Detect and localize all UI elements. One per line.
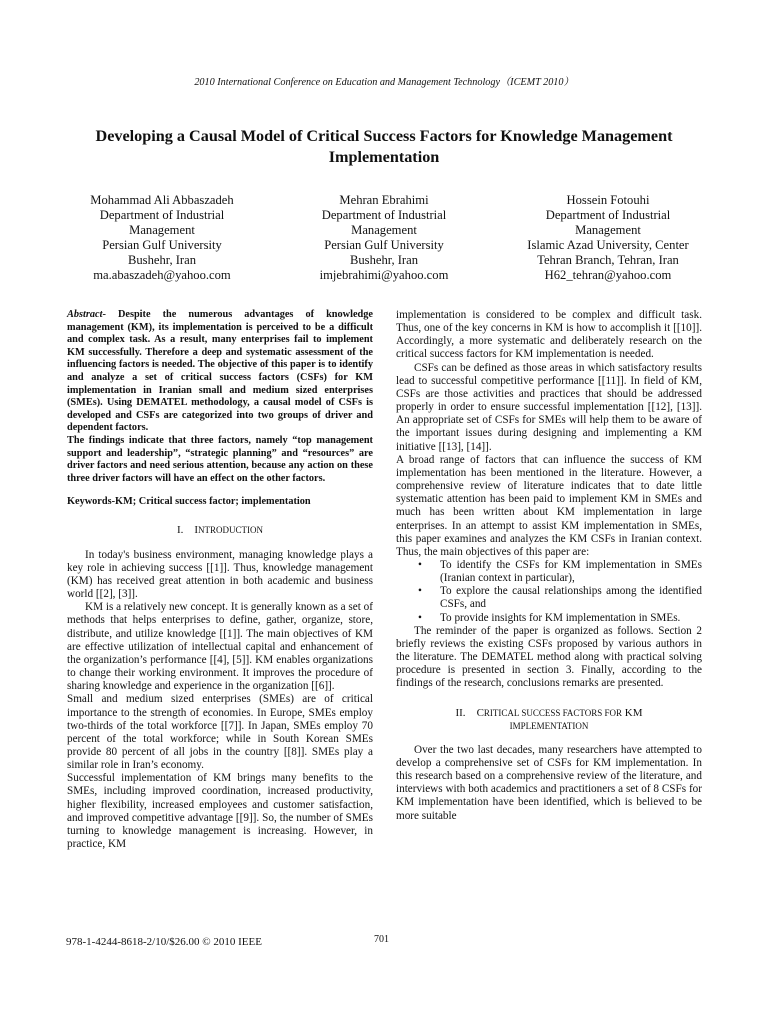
right-column [396, 309, 702, 823]
author-2-location: Bushehr, Iran [349, 253, 419, 267]
author-block-2 [284, 193, 484, 283]
left-column [67, 309, 373, 851]
body-paragraph: KM is a relatively new concept. It is generally known as a set of methods that helps enterprises to define, gather, organize, store, distribute, and utilize knowledge [[1]]. The main objectives of KM are effective utilization of intellectual capital and enhancement of the organization’s performance [[4], [5]]. KM enables organizations to change their working environment. It improves the procedure of sharing knowledge and experience in the organization [[6]]. [67, 601, 373, 693]
author-3-dept: Department of Industrial [545, 208, 671, 222]
body-paragraph: A broad range of factors that can influence the success of KM implementation has been mentioned in the literature. However, a comprehensive review of literature indicates that to date little systematic attention has been paid to implement KM in SMEs and much has been written about KM implementation in large enterprises. In an attempt to assist KM implementation in SMEs, this paper examines and analyzes the KM CSFs in Iranian context. Thus, the main objectives of this paper are: [396, 453, 702, 558]
section-2-cap: C [476, 706, 484, 719]
paper-title: Developing a Causal Model of Critical Success Factors for Knowledge Management Implementation [95, 127, 673, 166]
author-2-name: Mehran Ebrahimi [339, 193, 429, 207]
author-block-3 [500, 193, 716, 283]
conference-header: 2010 International Conference on Education and Management Technology（ICEMT 2010） [194, 77, 574, 88]
section-1-cap: I [194, 524, 199, 537]
body-paragraph: Over the two last decades, many researchers have attempted to develop a comprehensive set of CSFs for KM implementation. In this research based on a comprehensive review of the literature, and interviews with both academics and practitioners a set of 8 CSFs for KM implementation have been identified, which is believed to be more suitable [396, 743, 702, 822]
section-heading-csf [396, 707, 702, 733]
author-3-name: Hossein Fotouhi [566, 193, 650, 207]
author-3-university: Islamic Azad University, Center [527, 238, 689, 252]
section-2-number: II. [455, 706, 466, 719]
body-paragraph: In today's business environment, managing knowledge plays a key role in achieving success [[1]]. Thus, knowledge management (KM) has received great attention in both academic and business world [[2], [3]]. [67, 548, 373, 601]
list-item: • To provide insights for KM implementation in SMEs. [418, 612, 702, 625]
author-2-university: Persian Gulf University [324, 238, 444, 252]
section-2-tail: KM [624, 706, 643, 719]
objectives-list [396, 559, 702, 625]
section-1-title: NTRODUCTION [198, 525, 264, 536]
copyright-footer: 978-1-4244-8618-2/10/$26.00 © 2010 IEEE [66, 936, 262, 948]
body-paragraph: Successful implementation of KM brings many benefits to the SMEs, including improved coordination, increased productivity, higher flexibility, increased employees and customer satisfaction, and improved competitive advantage [[9]]. So, the number of SMEs turning to knowledge management is increasing. However, in practice, KM [67, 772, 373, 851]
author-1-university: Persian Gulf University [102, 238, 222, 252]
author-2-dept2: Management [351, 223, 417, 237]
author-3-email: H62_tehran@yahoo.com [544, 268, 672, 282]
section-heading-introduction [67, 524, 373, 537]
author-2-dept: Department of Industrial [321, 208, 447, 222]
author-1-dept: Department of Industrial [99, 208, 225, 222]
body-paragraph: implementation is considered to be complex and difficult task. Thus, one of the key concerns in KM is how to accomplish it [[10]]. Accordingly, a more systematic and deliberately research on the critical success factors for KM implementation is needed. [396, 309, 702, 361]
author-2-email: imjebrahimi@yahoo.com [319, 268, 449, 282]
abstract-label: Abstract [67, 309, 103, 320]
author-3-dept2: Management [575, 223, 641, 237]
abstract-text: - Despite the numerous advantages of knowledge management (KM), its implementation is perceived to be a difficult and complex task. As a result, many enterprises fail to implement KM successfully. Therefore a deep and systematic assessment of the influencing factors is needed. The objective of this paper is to identify and analyze a set of critical success factors (CSFs) for KM implementation in Iranian small and medium sized enterprises (SMEs). Using DEMATEL methodology, a causal model of CSFs is developed and CSFs are categorized into two groups of driver and dependent factors. [67, 309, 373, 434]
author-1-location: Bushehr, Iran [127, 253, 197, 267]
abstract [67, 309, 373, 435]
list-item: • To explore the causal relationships among the identified CSFs, and [418, 585, 702, 611]
author-block-1 [62, 193, 262, 283]
section-2-title: RITICAL SUCCESS FACTORS FOR [483, 707, 623, 718]
author-3-location: Tehran Branch, Tehran, Iran [537, 253, 679, 267]
section-2-title-line2: IMPLEMENTATION [509, 720, 589, 731]
section-1-number: I. [176, 524, 184, 537]
list-item: • To identify the CSFs for KM implementation in SMEs (Iranian context in particular), [418, 559, 702, 585]
author-1-email: ma.abaszadeh@yahoo.com [93, 268, 231, 282]
author-1-dept2: Management [129, 223, 195, 237]
page-number: 701 [374, 934, 389, 945]
body-paragraph: The reminder of the paper is organized as follows. Section 2 briefly reviews the existing CSFs proposed by various authors in the literature. The DEMATEL method along with practical solving procedure is presented in section 3. Finally, according to the findings of the research, conclusions remarks are presented. [396, 624, 702, 690]
body-paragraph: Small and medium sized enterprises (SMEs) are of critical importance to the strength of economies. In Europe, SMEs employ two-thirds of the total workforce [[7]]. In Japan, SMEs employ 70 percent of the total workforce; while in South Korean SMEs provide 80 percent of all jobs in the country [[8]]. SMEs play a similar role in Iran’s economy. [67, 693, 373, 772]
body-paragraph: CSFs can be defined as those areas in which satisfactory results lead to successful competitive performance [[11]]. In field of KM, CSFs are those activities and practices that should be addressed properly in order to ensure successful implementation [[12], [13]]. An appropriate set of CSFs for SMEs will help them to be aware of the important issues during designing and implementing a KM initiative [[13], [14]]. [396, 361, 702, 453]
author-1-name: Mohammad Ali Abbaszadeh [90, 193, 234, 207]
keywords: Keywords-KM; Critical success factor; implementation [67, 496, 311, 508]
abstract-findings: The findings indicate that three factors, namely “top management support and leadership”, “strategic planning” and “resources” are driver factors and need serious attention, because any action on these three driver factors will have an effect on the other factors. [67, 434, 373, 484]
